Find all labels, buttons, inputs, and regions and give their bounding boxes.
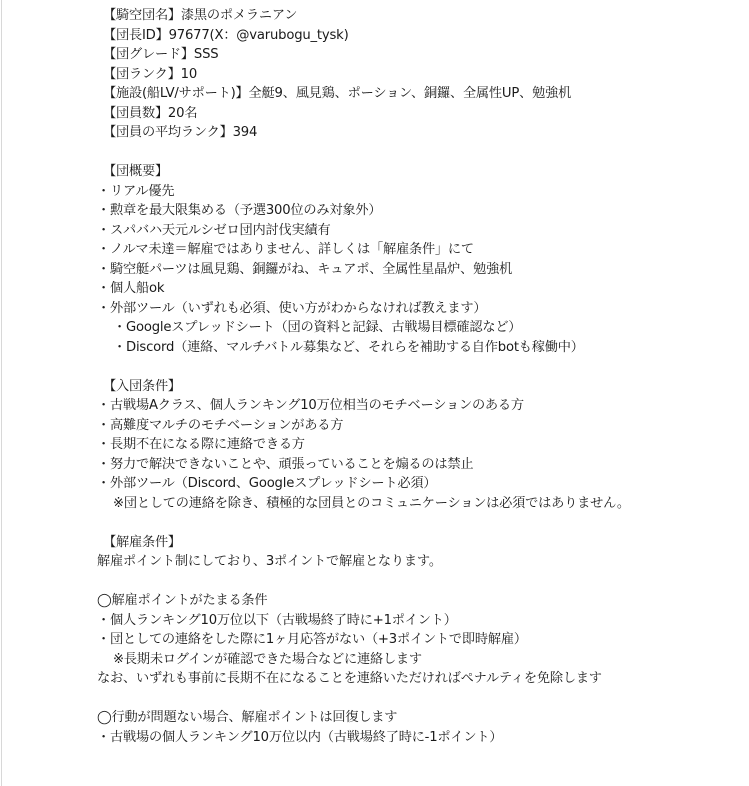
- blank-line: [0, 143, 749, 163]
- blank-line: [0, 513, 749, 533]
- text-line: ・騎空艇パーツは風見鶏、銅鑼がね、キュアポ、全属性星晶炉、勉強机: [97, 261, 513, 277]
- text-line: ・ノルマ未達＝解雇ではありません、詳しくは「解雇条件」にて: [97, 242, 474, 257]
- text-line: 【解雇条件】: [103, 534, 181, 550]
- text-line: 【団員の平均ランク】394: [103, 125, 258, 140]
- text-line: ・古戦場Aクラス、個人ランキング10万位相当のモチベーションのある方: [97, 398, 524, 413]
- text-line: なお、いずれも事前に長期不在になることを連絡いただければペナルティを免除します: [97, 671, 602, 686]
- text-line: ※長期未ログインが確認できた場合などに連絡します: [113, 651, 422, 667]
- blank-line: [0, 572, 749, 592]
- text-line: 【団ランク】10: [103, 66, 198, 82]
- text-line: ・Googleスプレッドシート（団の資料と記録、古戦場目標確認など）: [113, 320, 522, 335]
- document-body: [0, 6, 749, 747]
- blank-line: [0, 689, 749, 709]
- text-line: 【団概要】: [103, 164, 168, 179]
- text-line: 【団長ID】97677(X：@varubogu_tysk): [103, 27, 349, 43]
- text-line: 【騎空団名】漆黒のポメラニアン: [103, 8, 298, 23]
- text-line: ・個人船ok: [97, 281, 165, 296]
- text-line: ・団としての連絡をした際に1ヶ月応答がない（+3ポイントで即時解雇）: [97, 632, 527, 647]
- text-line: ◯行動が問題ない場合、解雇ポイントは回復します: [97, 710, 398, 725]
- text-line: ・勲章を最大限集める（予選300位のみ対象外）: [97, 203, 382, 218]
- text-line: ・努力で解決できないことや、頑張っていることを煽るのは禁止: [97, 456, 474, 472]
- text-line: ・古戦場の個人ランキング10万位以内（古戦場終了時に-1ポイント）: [97, 729, 503, 745]
- text-line: ◯解雇ポイントがたまる条件: [97, 593, 268, 608]
- text-line: 【入団条件】: [103, 378, 181, 394]
- text-line: ・リアル優先: [97, 183, 175, 199]
- text-line: 解雇ポイント制にしており、3ポイントで解雇となります。: [97, 554, 442, 569]
- text-line: ・スパバハ天元ルシゼロ団内討伐実績有: [97, 222, 331, 238]
- text-line: ・長期不在になる際に連絡できる方: [97, 437, 305, 452]
- text-line: 【団グレード】SSS: [103, 47, 219, 62]
- blank-line: [0, 357, 749, 377]
- text-line: ※団としての連絡を除き、積極的な団員とのコミュニケーションは必須ではありません。: [113, 495, 630, 511]
- text-line: ・外部ツール（Discord、Googleスプレッドシート必須）: [97, 476, 437, 491]
- text-line: ・外部ツール（いずれも必須、使い方がわからなければ教えます）: [97, 300, 487, 316]
- text-line: ・高難度マルチのモチベーションがある方: [97, 417, 344, 433]
- text-line: 【施設(船LV/サポート)】全艇9、風見鶏、ポーション、銅鑼、全属性UP、勉強机: [103, 86, 572, 101]
- text-line: ・Discord（連絡、マルチバトル募集など、それらを補助する自作botも稼働中）: [113, 339, 584, 355]
- text-line: ・個人ランキング10万位以下（古戦場終了時に+1ポイント）: [97, 612, 457, 628]
- text-line: 【団員数】20名: [103, 105, 198, 121]
